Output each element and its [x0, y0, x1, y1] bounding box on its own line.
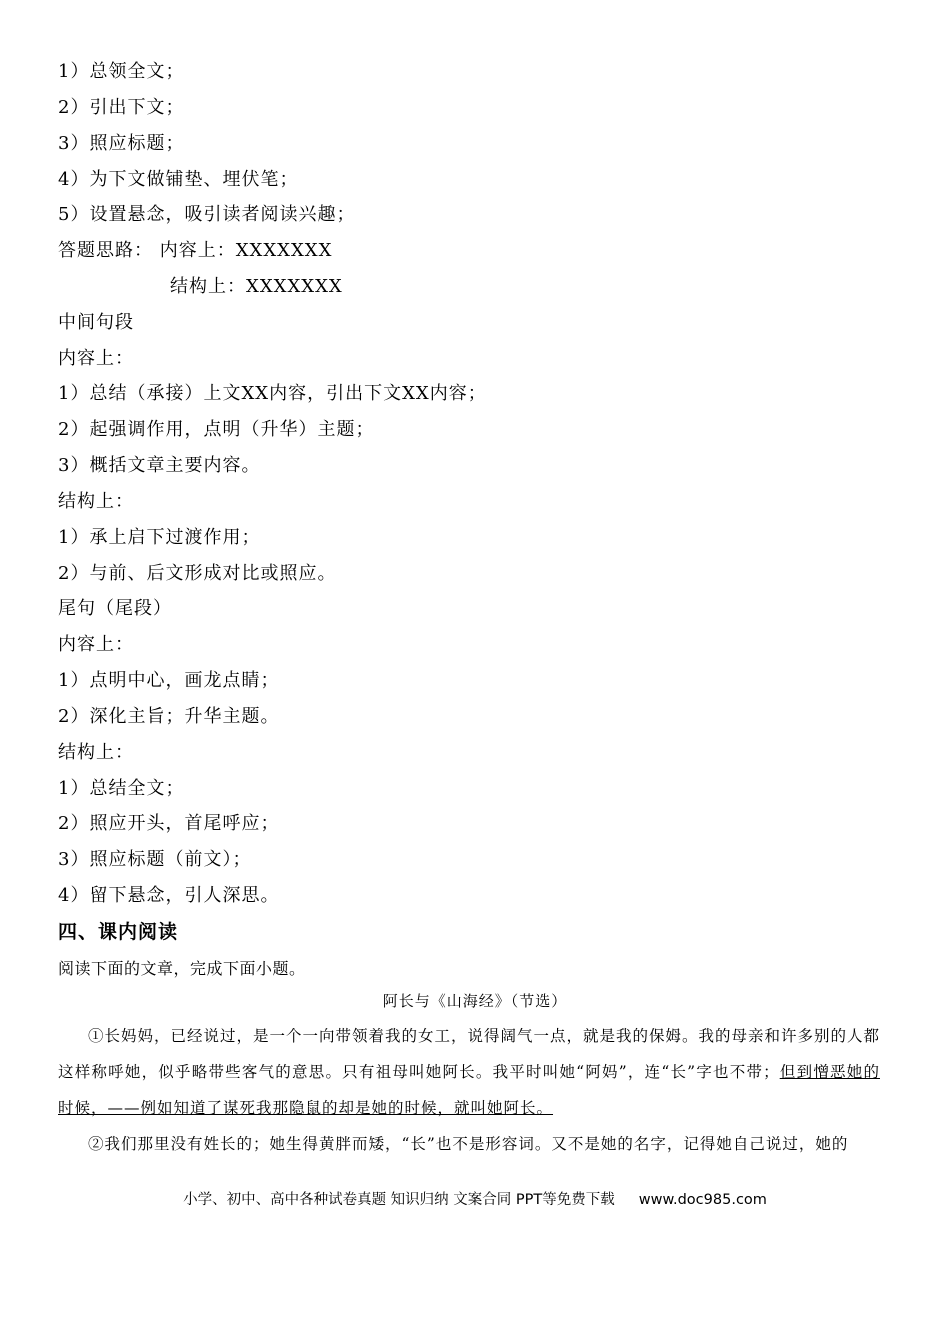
page-footer: [0, 1189, 950, 1211]
text-line: 1）总结（承接）上文XX内容，引出下文XX内容；: [58, 383, 487, 404]
text-line: 2）引出下文；: [58, 97, 185, 118]
footer-url: www.doc985.com: [638, 1192, 767, 1208]
footer-text: 小学、初中、高中各种试卷真题 知识归纳 文案合同 PPT等免费下载: [183, 1192, 615, 1208]
text-line: 3）概括文章主要内容。: [58, 455, 261, 476]
text-line: 1）承上启下过渡作用；: [58, 527, 261, 548]
text-line: 4）为下文做铺垫、埋伏笔；: [58, 169, 299, 190]
text-line: 内容上：: [58, 634, 134, 655]
article-title: 阿长与《山海经》（节选）: [382, 992, 568, 1010]
text-line: 结构上：XXXXXXX: [170, 276, 343, 297]
paragraph-2-text: ②我们那里没有姓长的；她生得黄胖而矮，“长”也不是形容词。又不是她的名字，记得她自己说过，她的: [88, 1135, 849, 1153]
underlined-sentence: 但到憎恶她的时候，——例如知道了谋死我那隐鼠的却是她的时候，就叫她阿长。: [58, 1063, 880, 1117]
text-line: 4）留下悬念，引人深思。: [58, 885, 280, 906]
text-line: 2）照应开头，首尾呼应；: [58, 813, 280, 834]
text-line: 3）照应标题；: [58, 133, 185, 154]
text-line: 1）点明中心，画龙点睛；: [58, 670, 280, 691]
section-heading: 四、课内阅读: [58, 921, 179, 943]
text-line: 结构上：: [58, 491, 134, 512]
article-paragraph-1: [58, 1018, 880, 1126]
text-line: 1）总结全文；: [58, 778, 185, 799]
text-line: 结构上：: [58, 742, 134, 763]
text-line: 5）设置悬念，吸引读者阅读兴趣；: [58, 204, 356, 225]
text-line: 2）与前、后文形成对比或照应。: [58, 563, 337, 584]
text-line: 内容上：: [58, 348, 134, 369]
article-paragraph-2: [58, 1126, 880, 1162]
text-line: 2）起强调作用，点明（升华）主题；: [58, 419, 375, 440]
instruction-text: 阅读下面的文章，完成下面小题。: [58, 959, 306, 978]
text-line: 答题思路： 内容上：XXXXXXX: [58, 240, 333, 261]
text-line: 3）照应标题（前文）；: [58, 849, 252, 870]
text-line: 中间句段: [58, 312, 134, 333]
paragraph-1-text: ①长妈妈，已经说过，是一个一向带领着我的女工，说得阔气一点，就是我的保姆。我的母亲和许多别的人都这样称呼她，似乎略带些客气的意思。只有祖母叫她阿长。我平时叫她“阿妈”，连“长”字也不带；: [58, 1027, 881, 1081]
text-line: 尾句（尾段）: [58, 598, 172, 619]
text-line: 1）总领全文；: [58, 61, 185, 82]
text-line: 2）深化主旨；升华主题。: [58, 706, 280, 727]
